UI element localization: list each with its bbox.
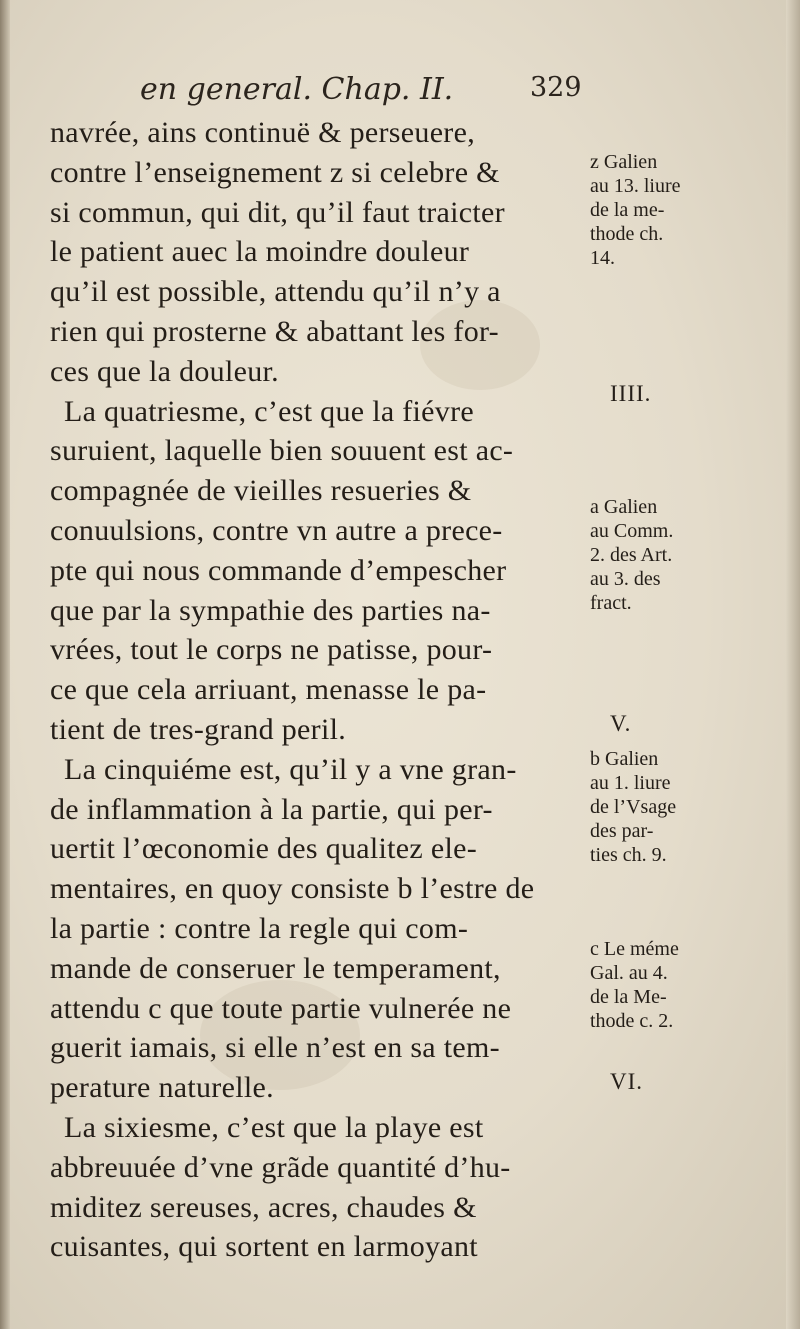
page-edge-left xyxy=(0,0,10,1329)
text-line: pte qui nous commande d’empescher xyxy=(50,553,507,587)
running-title: en general. Chap. II. xyxy=(140,72,454,107)
text-line: guerit iamais, si elle n’est en sa tem- xyxy=(50,1031,500,1065)
text-line: La sixiesme, c’est que la playe est xyxy=(64,1110,484,1144)
text-line: tient de tres-grand peril. xyxy=(50,712,347,746)
margin-note xyxy=(590,495,673,615)
margin-note-line: de la me- xyxy=(590,199,665,221)
text-line: si commun, qui dit, qu’il faut traicter xyxy=(50,195,505,229)
margin-note-line: fract. xyxy=(590,592,632,614)
margin-note-line: 14. xyxy=(590,247,615,269)
text-line: cuisantes, qui sortent en larmoyant xyxy=(50,1230,478,1264)
text-line: rien qui prosterne & abattant les for- xyxy=(50,314,499,348)
margin-note-line: 2. des Art. xyxy=(590,544,673,566)
text-line: perature naturelle. xyxy=(50,1071,274,1105)
text-line: uertit l’œconomie des qualitez ele- xyxy=(50,832,477,866)
text-line: ces que la douleur. xyxy=(50,354,279,388)
margin-note-line: des par- xyxy=(590,820,654,842)
margin-note-line: b Galien xyxy=(590,748,659,770)
text-line: conuulsions, contre vn autre a prece- xyxy=(50,513,503,547)
margin-note-line: c Le méme xyxy=(590,938,679,960)
margin-note-line: au 1. liure xyxy=(590,772,671,794)
margin-note-line: Gal. au 4. xyxy=(590,962,668,984)
text-line: attendu c que toute partie vulnerée ne xyxy=(50,991,512,1025)
margin-note-line: de la Me- xyxy=(590,986,667,1008)
text-line: contre l’enseignement z si celebre & xyxy=(50,155,500,189)
page-number: 329 xyxy=(530,72,582,103)
margin-note-line: au 13. liure xyxy=(590,175,681,197)
running-header xyxy=(140,72,610,116)
margin-note-line: IIII. xyxy=(610,381,652,406)
margin-note-line: a Galien xyxy=(590,496,658,518)
margin-note xyxy=(590,150,681,270)
margin-note-line: V. xyxy=(610,711,632,736)
margin-note-line: thode c. 2. xyxy=(590,1010,674,1032)
text-line: abbreuuée d’vne grãde quantité d’hu- xyxy=(50,1150,511,1184)
text-line: miditez sereuses, acres, chaudes & xyxy=(50,1190,477,1224)
text-line: La cinquiéme est, qu’il y a vne gran- xyxy=(64,752,517,786)
text-line: la partie : contre la regle qui com- xyxy=(50,911,469,945)
text-line: mentaires, en quoy consiste b l’estre de xyxy=(50,872,535,906)
margin-note-line: z Galien xyxy=(590,151,658,173)
text-line: ce que cela arriuant, menasse le pa- xyxy=(50,673,487,707)
section-marker xyxy=(610,712,631,736)
section-marker xyxy=(610,1070,643,1094)
text-line: mande de conseruer le temperament, xyxy=(50,951,501,985)
margin-note-line: ties ch. 9. xyxy=(590,844,667,866)
main-text-block xyxy=(50,113,590,1267)
text-line: La quatriesme, c’est que la fiévre xyxy=(64,394,474,428)
text-line: que par la sympathie des parties na- xyxy=(50,593,491,627)
margin-note xyxy=(590,747,676,867)
text-line: de inflammation à la partie, qui per- xyxy=(50,792,493,826)
margin-note xyxy=(590,937,679,1033)
margin-note-line: thode ch. xyxy=(590,223,664,245)
page-edge-right xyxy=(786,0,800,1329)
text-line: vrées, tout le corps ne patisse, pour- xyxy=(50,633,493,667)
text-line: qu’il est possible, attendu qu’il n’y a xyxy=(50,275,501,309)
section-marker xyxy=(610,382,651,406)
margin-note-line: de l’Vsage xyxy=(590,796,677,818)
margin-note-line: au Comm. xyxy=(590,520,674,542)
margin-note-line: VI. xyxy=(610,1069,644,1094)
text-line: le patient auec la moindre douleur xyxy=(50,235,470,269)
text-line: suruient, laquelle bien souuent est ac- xyxy=(50,434,514,468)
text-line: navrée, ains continuë & perseuere, xyxy=(50,116,476,149)
text-line: compagnée de vieilles resueries & xyxy=(50,474,472,508)
margin-note-line: au 3. des xyxy=(590,568,661,590)
